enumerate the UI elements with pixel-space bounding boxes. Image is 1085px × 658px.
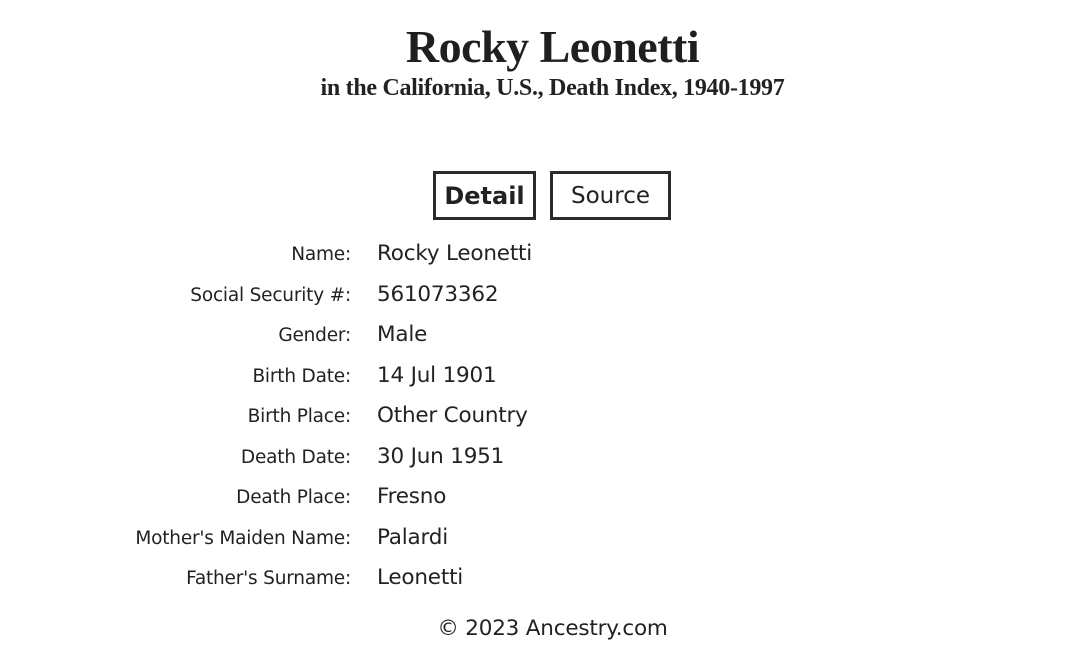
field-value: 561073362: [377, 281, 499, 307]
field-label: Social Security #:: [190, 284, 351, 306]
field-row-mothers-maiden-name: [0, 518, 1085, 559]
record-header: [0, 20, 1085, 102]
field-value: 14 Jul 1901: [377, 362, 497, 388]
field-value: Male: [377, 322, 428, 347]
record-fields: [0, 234, 1085, 599]
page-title: Rocky Leonetti: [405, 21, 700, 72]
field-row-gender: [0, 315, 1085, 356]
field-row-death-place: [0, 477, 1085, 518]
field-value: Leonetti: [377, 565, 464, 590]
field-row-ssn: [0, 275, 1085, 316]
field-label: Birth Place:: [247, 406, 351, 427]
collection-subtitle: in the California, U.S., Death Index, 1940-1997: [320, 75, 785, 101]
field-row-name: [0, 234, 1085, 275]
field-label: Gender:: [278, 325, 351, 346]
tab-detail[interactable]: Detail: [433, 171, 536, 220]
copyright-footer: © 2023 Ancestry.com: [437, 616, 668, 641]
field-label: Mother's Maiden Name:: [135, 527, 351, 549]
field-label: Death Place:: [236, 487, 351, 508]
field-row-birth-place: [0, 396, 1085, 437]
field-row-fathers-surname: [0, 558, 1085, 599]
tab-source[interactable]: Source: [550, 171, 671, 220]
field-label: Death Date:: [240, 446, 351, 468]
field-row-birth-date: [0, 356, 1085, 397]
record-tabs: [433, 171, 671, 220]
field-value: Other Country: [377, 403, 528, 428]
field-label: Name:: [291, 244, 351, 265]
field-value: Fresno: [377, 484, 447, 509]
field-label: Birth Date:: [252, 365, 351, 387]
field-label: Father's Surname:: [186, 568, 351, 589]
field-row-death-date: [0, 437, 1085, 478]
field-value: Rocky Leonetti: [377, 241, 533, 266]
field-value: Palardi: [377, 524, 449, 550]
field-value: 30 Jun 1951: [377, 443, 505, 469]
